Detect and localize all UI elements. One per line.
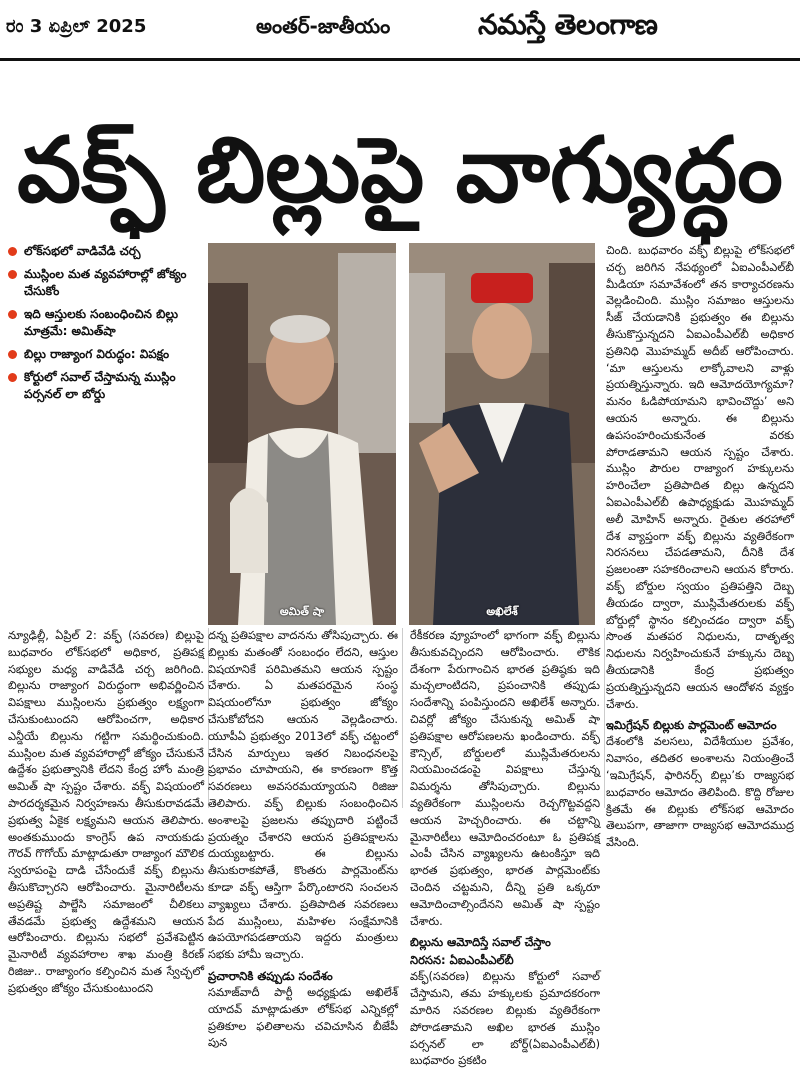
bullet-icon <box>8 247 17 256</box>
highlights-list <box>8 243 204 403</box>
photo-caption: అఖిలేశ్ <box>486 605 518 618</box>
article-paragraph: వక్ఫ్(సవరణ) బిల్లును కోర్టులో సవాల్ చేస్తామని, తమ హక్కులకు ప్రమాదకరంగా మారిన సవరణల బిల్లుకు వ్యతిరేకంగా పోరాడతామని అఖిల భారత ముస్లిం పర్సనల్ లా బోర్డ్(ఏఐఎంపీఎల్‌బీ) బుధవారం ప్రకటిం <box>410 970 600 1068</box>
bullet-icon <box>8 310 17 319</box>
article-column-4 <box>606 243 794 850</box>
article-column-3 <box>410 628 605 1068</box>
newspaper-logo: నమస్తే తెలంగాణ <box>478 8 658 41</box>
subheading-byline: నిరసన: ఏఐఎంపీఎల్‌బీ <box>410 953 514 968</box>
photo-illustration <box>409 243 595 625</box>
article-paragraph: దేశంలోకి వలసలు, విదేశీయుల ప్రవేశం, నివాసం, తదితర అంశాలను నియంత్రించే ‘ఇమిగ్రేషన్, ఫారినర్స్ బిల్లు’కు రాజ్యసభ బుధవారం ఆమోదం తెలిపింది. కొద్ది రోజుల క్రితమే ఈ బిల్లుకు లోక్‌సభ ఆమోదం తెలుపగా, తాజాగా రాజ్యసభ ఆమోదముద్ర వేసింది. <box>606 735 794 850</box>
subheading: ఇమిగ్రేషన్ బిల్లుకు పార్లమెంట్ ఆమోదం <box>606 718 777 733</box>
article-paragraph: సమాజ్‌వాదీ పార్టీ అధ్యక్షుడు అఖిలేశ్ యాదవ్ మాట్లాడుతూ లోక్‌సభ ఎన్నికల్లో ప్రతికూల ఫలితాలను చవిచూసిన బీజేపీ పున <box>208 985 398 1050</box>
article-paragraph: చింది. బుధవారం వక్ఫ్ బిల్లుపై లోక్‌సభలో చర్చ జరిగిన నేపథ్యంలో ఏఐఎంపీఎల్‌బీ మీడియా సమావేశంలో తన కార్యాచరణను వెల్లడించింది. ముస్లిం సమాజం ఆస్తులను సీజ్ చేయడానికి ప్రభుత్వం ఈ బిల్లును తీసుకొస్తున్నదని ఏఐఎంపీఎల్‌బీ అధికార ప్రతినిధి మొహమ్మద్ అదీబ్ ఆరోపించారు. ‘మా ఆస్తులను లాక్కోవాలని వాళ్లు ప్రయత్నిస్తున్నారు. ఇది ఆమోదయోగ్యమా? మనం ఓడిపోయామని భావించొద్దు’ అని ఆయన అన్నారు. ఈ బిల్లును ఉపసంహరించుకునేంత వరకు పోరాడతామని ఆయన స్పష్టం చేశారు. ముస్లిం పౌరుల రాజ్యాంగ హక్కులను హరించేలా ప్రతిపాదిత బిల్లు ఉన్నదని ఏఐఎంపీఎల్‌బీ ఉపాధ్యక్షుడు మొహమ్మద్ అలీ మోహిన్ అన్నారు. రైతుల తరహాలో దేశ వ్యాప్తంగా వక్ఫ్ బిల్లును వ్యతిరేకంగా నిరసనలు చేపడతామని, దీనికి దేశ ప్రజలంతా సహకరించాలని ఆయన కోరారు. వక్ఫ్ బోర్డుల స్వయం ప్రతిపత్తిని దెబ్బ తీయడం ద్వారా, ముస్లిమేతరులకు వక్ఫ్ బోర్డుల్లో స్థానం కల్పించడం ద్వారా వక్ఫ్ సొంత మతపర నిధులను, దాతృత్వ నిధులను నిర్వహించుకునే హక్కును దెబ్బ తీయడానికి కేంద్ర ప్రభుత్వం ప్రయత్నిస్తున్నదని ఆయన ఆందోళన వ్యక్తం చేశారు. <box>606 244 794 711</box>
article-paragraph: న్యూఢిల్లీ, ఏప్రిల్ 2: వక్ఫ్ (సవరణ) బిల్లుపై బుధవారం లోక్‌సభలో అధికార, ప్రతిపక్ష సభ్యుల మధ్య వాడివేడి చర్చ జరిగింది. బిల్లును రాజ్యాంగ విరుద్ధంగా అభివర్ణించిన విపక్షాలు ముస్లింలను ప్రభుత్వం లక్ష్యంగా చేసుకుంటుందని ఆరోపించగా, అధికార ఎన్డీయే బిల్లును గట్టిగా సమర్థించుకుంది. ముస్లింల మత వ్యవహారాల్లో జోక్యం చేసుకునే ఉద్దేశం ప్రభుత్వానికి లేదని కేంద్ర హోం మంత్రి అమిత్ షా స్పష్టం చేశారు. వక్ఫ్ విషయంలో పారదర్శకమైన నిర్వహణను తీసుకురావడమే ప్రభుత్వ ఏకైక లక్ష్యమని ఆయన తెలిపారు. అంతకుముందు కాంగ్రెస్ ఉప నాయకుడు గౌరవ్ గొగోయ్ మాట్లాడుతూ రాజ్యాంగ మౌలిక స్వరూపంపై దాడి చేసేందుకే వక్ఫ్ బిల్లును తీసుకొచ్చారని ఆరోపించారు. మైనారిటీలను అప్రతిష్ట పాల్జేసి సమాజంలో చీలికలు తేవడమే ప్రభుత్వ ఉద్దేశమని ఆయన ఆరోపించారు. బిల్లును సభలో ప్రవేశపెట్టిన మైనారిటీ వ్యవహారాల శాఖ మంత్రి కిరణ్ రిజిజు.. రాజ్యాంగం కల్పించిన మత స్వేచ్ఛలో ప్రభుత్వం జోక్యం చేసుకుంటుందని <box>8 629 204 995</box>
photo-caption: అమిత్ షా <box>279 605 325 618</box>
main-headline: వక్ఫ్ బిల్లుపై వాగ్యుద్ధం <box>17 118 783 223</box>
photo-amit-shah <box>208 243 396 625</box>
article-paragraph: రేకీకరణ వ్యూహంలో భాగంగా వక్ఫ్ బిల్లును తీసుకువచ్చిందని ఆరోపించారు. లౌకిక దేశంగా పేరుగాంచిన భారత ప్రతిష్ఠకు ఇది మచ్చలాంటిదని, ప్రపంచానికి తప్పుడు సందేశాన్ని పంపిస్తుందని అఖిలేశ్ అన్నారు. చివర్లో జోక్యం చేసుకున్న అమిత్ షా ప్రతిపక్షాల ఆరోపణలను ఖండించారు. వక్ఫ్ కౌన్సిల్, బోర్డులలో ముస్లిమేతరులను నియమించడంపై విపక్షాలు చేస్తున్న విమర్శను తోసిపుచ్చారు. బిల్లును వ్యతిరేకంగా ముస్లింలను రెచ్చగొట్టవద్దని ఆయన హెచ్చరించారు. ఈ చట్టాన్ని మైనారిటీలు ఆమోదించరంటూ ఓ ప్రతిపక్ష ఎంపీ చేసిన వ్యాఖ్యలను ఉటంకిస్తూ ఇది భారత ప్రభుత్వం, భారత పార్లమెంట్‌కు చెందిన చట్టమని, దీన్ని ప్రతి ఒక్కరూ ఆమోదించాల్సిందేనని అమిత్ షా స్పష్టం చేశారు. <box>410 629 600 928</box>
highlight-item <box>8 306 204 340</box>
highlight-item <box>8 243 204 260</box>
highlight-text: కోర్టులో సవాల్ చేస్తామన్న ముస్లిం పర్సనల్ లా బోర్డు <box>24 370 176 401</box>
highlights-box <box>8 243 204 625</box>
bullet-icon <box>8 350 17 359</box>
photo-illustration <box>208 243 396 625</box>
bullet-icon <box>8 373 17 382</box>
highlight-text: ఇది ఆస్తులకు సంబంధించిన బిల్లు మాత్రమే: అమిత్‌షా <box>24 307 179 338</box>
highlight-text: బిల్లు రాజ్యాంగ విరుద్ధం: విపక్షం <box>24 347 170 361</box>
highlight-item <box>8 369 204 403</box>
subheading: ప్రచారానికి తప్పుడు సందేశం <box>208 968 333 983</box>
photo-akhilesh <box>409 243 595 625</box>
highlight-text: ముస్లింల మత వ్యవహారాల్లో జోక్యం చేసుకోం <box>24 267 187 298</box>
subheading: బిల్లును ఆమోదిస్తే సవాల్ చేస్తాం <box>410 935 551 950</box>
bullet-icon <box>8 270 17 279</box>
issue-date: ರಂ 3 ಏಪ್ರಿಲ್ 2025 <box>6 16 147 37</box>
masthead-divider <box>0 58 800 61</box>
masthead <box>0 0 800 62</box>
highlight-item <box>8 346 204 363</box>
section-name: అంతర్-జాతీయం <box>256 14 391 38</box>
highlight-item <box>8 266 204 300</box>
article-paragraph: దన్న ప్రతిపక్షాల వాదనను తోసిపుచ్చారు. ఈ బిల్లుకు మతంతో సంబంధం లేదని, ఆస్తుల విషయానికే పరిమితమని ఆయన స్పష్టం చేశారు. ఏ మతపరమైన సంస్థ విషయంలోనూ ప్రభుత్వం జోక్యం చేసుకోబోదని ఆయన వెల్లడించారు. యూపీఏ ప్రభుత్వం 2013లో వక్ఫ్ చట్టంలో చేసిన మార్పులు ఇతర నిబంధనలపై ప్రభావం చూపాయని, ఈ కారణంగా కొత్త సవరణలు అవసరమయ్యాయని రిజిజు తెలిపారు. వక్ఫ్ బిల్లుకు సంబంధించిన అంశాలపై ప్రజలను తప్పుదారి పట్టించే ప్రయత్నం చేశారని ఆయన ప్రతిపక్షాలను దుయ్యబట్టారు. ఈ బిల్లును తీసుకురాకపోతే, కొంతరు పార్లమెంట్‌ను కూడా వక్ఫ్ ఆస్తిగా పేర్కొంటారని సంచలన వ్యాఖ్యలు చేశారు. ప్రతిపాదిత సవరణలు పేద ముస్లింలు, మహిళల సంక్షేమానికి ఉపయోగపడతాయని ఇద్దరు మంత్రులు సభకు హామీ ఇచ్చారు. <box>208 629 398 962</box>
article-column-1 <box>8 628 209 995</box>
highlight-text: లోక్‌సభలో వాడివేడి చర్చ <box>24 244 141 258</box>
article-column-2 <box>208 628 403 1050</box>
